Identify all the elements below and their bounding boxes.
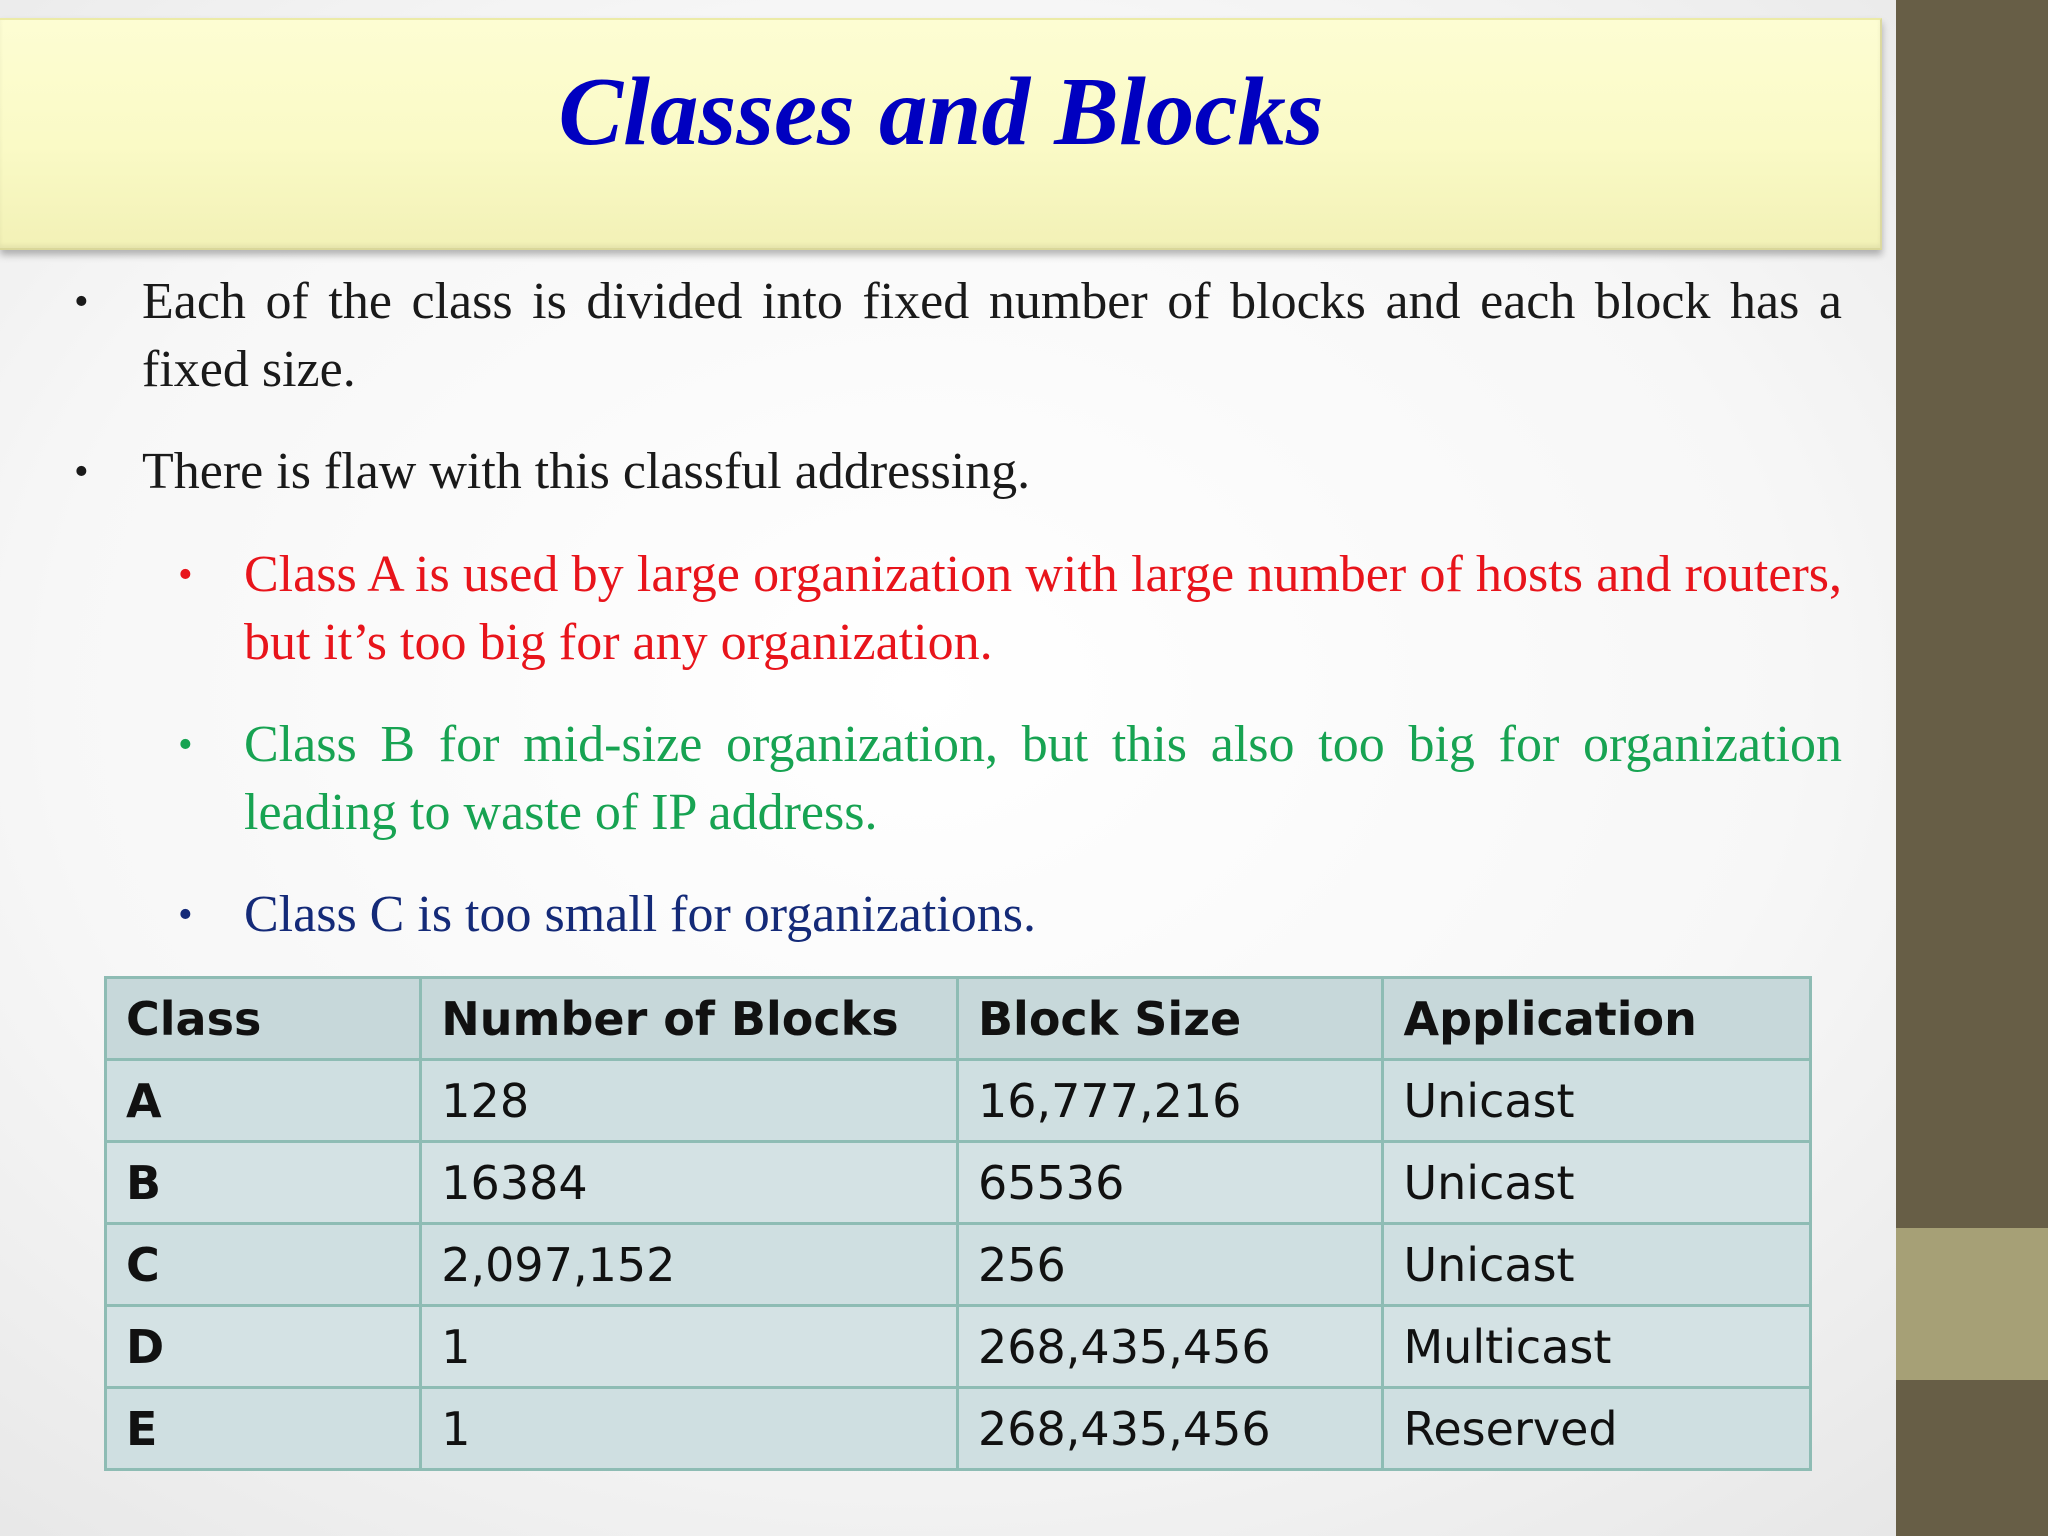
- cell-application: Unicast: [1383, 1224, 1811, 1306]
- cell-block-size: 268,435,456: [958, 1388, 1383, 1470]
- table-row: [106, 1306, 1811, 1388]
- table-header-row: [106, 978, 1811, 1060]
- cell-class: B: [106, 1142, 421, 1224]
- side-decor-accent: [1896, 1228, 2048, 1380]
- classes-blocks-table: [104, 976, 1812, 1471]
- cell-application: Multicast: [1383, 1306, 1811, 1388]
- cell-application: Reserved: [1383, 1388, 1811, 1470]
- sub-bullet-class-c: Class C is too small for organizations.: [244, 886, 1036, 943]
- cell-block-size: 268,435,456: [958, 1306, 1383, 1388]
- cell-application: Unicast: [1383, 1060, 1811, 1142]
- cell-number-of-blocks: 1: [421, 1388, 958, 1470]
- sub-bullet-class-b: Class B for mid-size organization, but this also too big for organization leading to waste of IP address.: [244, 716, 1842, 841]
- cell-class: D: [106, 1306, 421, 1388]
- header-number-of-blocks: Number of Blocks: [421, 978, 958, 1060]
- slide-title: Classes and Blocks: [558, 58, 1324, 165]
- cell-number-of-blocks: 1: [421, 1306, 958, 1388]
- header-class: Class: [106, 978, 421, 1060]
- cell-block-size: 256: [958, 1224, 1383, 1306]
- cell-number-of-blocks: 16384: [421, 1142, 958, 1224]
- bullet-icon: •: [74, 449, 89, 495]
- cell-number-of-blocks: 128: [421, 1060, 958, 1142]
- cell-class: C: [106, 1224, 421, 1306]
- table-row: [106, 1060, 1811, 1142]
- table-row: [106, 1224, 1811, 1306]
- header-block-size: Block Size: [958, 978, 1383, 1060]
- cell-block-size: 65536: [958, 1142, 1383, 1224]
- cell-number-of-blocks: 2,097,152: [421, 1224, 958, 1306]
- cell-class: E: [106, 1388, 421, 1470]
- bullet-icon: •: [74, 279, 89, 325]
- cell-application: Unicast: [1383, 1142, 1811, 1224]
- table-row: [106, 1142, 1811, 1224]
- bullet-icon: •: [178, 892, 193, 938]
- bullet-icon: •: [178, 552, 193, 598]
- bullet-classful-flaw: There is flaw with this classful addressing.: [142, 443, 1031, 500]
- bullet-icon: •: [178, 722, 193, 768]
- cell-class: A: [106, 1060, 421, 1142]
- header-application: Application: [1383, 978, 1811, 1060]
- sub-bullet-class-a: Class A is used by large organization with large number of hosts and routers, but it’s too big for any organization.: [244, 546, 1842, 671]
- table-row: [106, 1388, 1811, 1470]
- bullet-blocks-fixed-size: Each of the class is divided into fixed number of blocks and each block has a fixed size.: [142, 273, 1842, 398]
- cell-block-size: 16,777,216: [958, 1060, 1383, 1142]
